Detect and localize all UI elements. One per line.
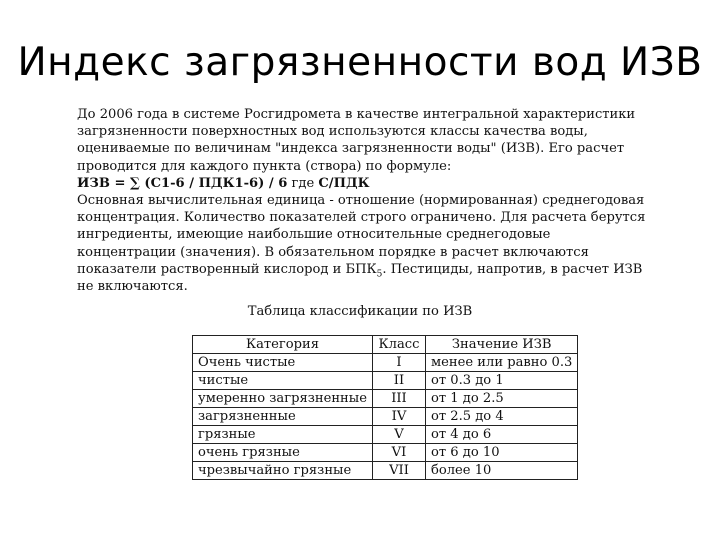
cell-class: IV <box>372 408 425 426</box>
formula-part-4: С/ПДК <box>318 175 370 191</box>
table-header-row <box>193 336 578 354</box>
cell-value: от 4 до 6 <box>425 426 577 444</box>
cell-class: III <box>372 390 425 408</box>
table-row <box>193 426 578 444</box>
method-text-end: . Пестициды, напротив, в расчет ИЗВ не включаются. <box>77 261 643 295</box>
cell-value: менее или равно 0.3 <box>425 354 577 372</box>
formula-line <box>77 175 647 192</box>
cell-category: Очень чистые <box>193 354 373 372</box>
table-row <box>193 390 578 408</box>
slide-title: Индекс загрязненности вод ИЗВ <box>17 40 703 85</box>
cell-category: чистые <box>193 372 373 390</box>
cell-category: умеренно загрязненные <box>193 390 373 408</box>
table-row <box>193 462 578 480</box>
table-row <box>193 408 578 426</box>
cell-value: от 2.5 до 4 <box>425 408 577 426</box>
cell-category: загрязненные <box>193 408 373 426</box>
table-row <box>193 372 578 390</box>
formula-where: где <box>287 175 319 191</box>
header-class: Класс <box>372 336 425 354</box>
formula-subscript-1: 1-6 <box>161 175 185 191</box>
cell-class: VII <box>372 462 425 480</box>
header-category: Категория <box>193 336 373 354</box>
table-row <box>193 354 578 372</box>
formula-part-1: ИЗВ = ∑ (С <box>77 175 162 191</box>
cell-class: II <box>372 372 425 390</box>
bod-subscript: 5 <box>376 269 383 280</box>
table-body <box>193 354 578 480</box>
cell-value: более 10 <box>425 462 577 480</box>
formula-part-3: ) / 6 <box>258 175 288 191</box>
cell-value: от 6 до 10 <box>425 444 577 462</box>
method-text: Основная вычислительная единица - отношение (нормированная) среднегодовая концентрация. Количество показателей строго ограничено. Для расчета берутся ингредиенты, имеющие наибольшие относительные среднегодовые концентрации (значения). В обязательном порядке в расчет включаются показатели растворенный кислород и БПК <box>77 193 646 277</box>
formula-subscript-2: 1-6 <box>234 175 259 191</box>
header-value: Значение ИЗВ <box>425 336 577 354</box>
cell-value: от 1 до 2.5 <box>425 390 577 408</box>
cell-class: V <box>372 426 425 444</box>
cell-class: VI <box>372 444 425 462</box>
body-text <box>77 106 647 295</box>
cell-category: чрезвычайно грязные <box>193 462 373 480</box>
cell-value: от 0.3 до 1 <box>425 372 577 390</box>
classification-table <box>192 335 578 480</box>
table-caption: Таблица классификации по ИЗВ <box>247 304 473 319</box>
cell-class: I <box>372 354 425 372</box>
intro-paragraph: До 2006 года в системе Росгидромета в качестве интегральной характеристики загрязненности поверхностных вод используются классы качества воды, оцениваемые по величинам "индекса загрязненности воды" (ИЗВ). Его расчет проводится для каждого пункта (створа) по формуле: <box>77 107 636 174</box>
cell-category: грязные <box>193 426 373 444</box>
table-row <box>193 444 578 462</box>
cell-category: очень грязные <box>193 444 373 462</box>
formula-part-2: / ПДК <box>184 175 235 191</box>
method-paragraph <box>77 192 647 295</box>
